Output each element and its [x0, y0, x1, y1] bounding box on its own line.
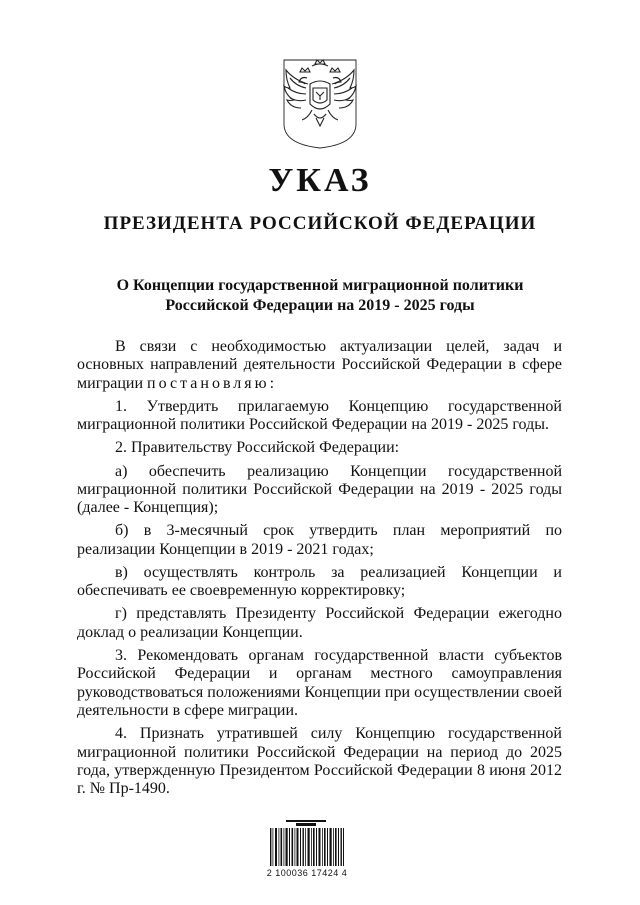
document-subtitle: ПРЕЗИДЕНТА РОССИЙСКОЙ ФЕДЕРАЦИИ — [103, 213, 537, 234]
coat-of-arms-icon — [282, 58, 358, 150]
decree-heading-line-2: Российской Федерации на 2019 - 2025 годы — [165, 297, 475, 314]
decree-heading-line-1: О Концепции государственной миграционной политики — [116, 277, 524, 294]
decree-heading — [60, 276, 580, 316]
barcode-number: 2 100036 17424 4 — [266, 868, 348, 878]
barcode-icon — [268, 820, 346, 872]
item-2a: а) обеспечить реализацию Концепции государственной миграционной политики Российской Федерации на 2019 - 2025 годы (далее - Концепция); — [77, 462, 562, 517]
decree-verb: постановляю — [147, 374, 270, 392]
item-3: 3. Рекомендовать органам государственной власти субъектов Российской Федерации и органам местного самоуправления руководствоваться положениями Концепции при осуществлении своей деятельности в сфере миграции. — [77, 646, 562, 720]
document-title: УКАЗ — [268, 162, 372, 199]
item-1: 1. Утвердить прилагаемую Концепцию государственной миграционной политики Российской Федерации на 2019 - 2025 годы. — [77, 397, 562, 434]
item-4: 4. Признать утратившей силу Концепцию государственной миграционной политики Российской Федерации на период до 2025 года, утвержденную Президентом Российской Федерации 8 июня 2012 г. № Пр-1490. — [77, 725, 562, 798]
item-2b: б) в 3-месячный срок утвердить план мероприятий по реализации Концепции в 2019 - 2021 годах; — [77, 522, 562, 558]
intro-paragraph: В связи с необходимостью актуализации целей, задач и основных направлений деятельности Российской Федерации в сфере миграции постановляю: — [77, 338, 562, 392]
decree-body — [77, 338, 562, 804]
item-2c: в) осуществлять контроль за реализацией Концепции и обеспечивать ее своевременную корректировку; — [77, 563, 562, 600]
item-2: 2. Правительству Российской Федерации: — [115, 439, 400, 457]
item-2d: г) представлять Президенту Российской Федерации ежегодно доклад о реализации Концепции. — [77, 605, 562, 641]
